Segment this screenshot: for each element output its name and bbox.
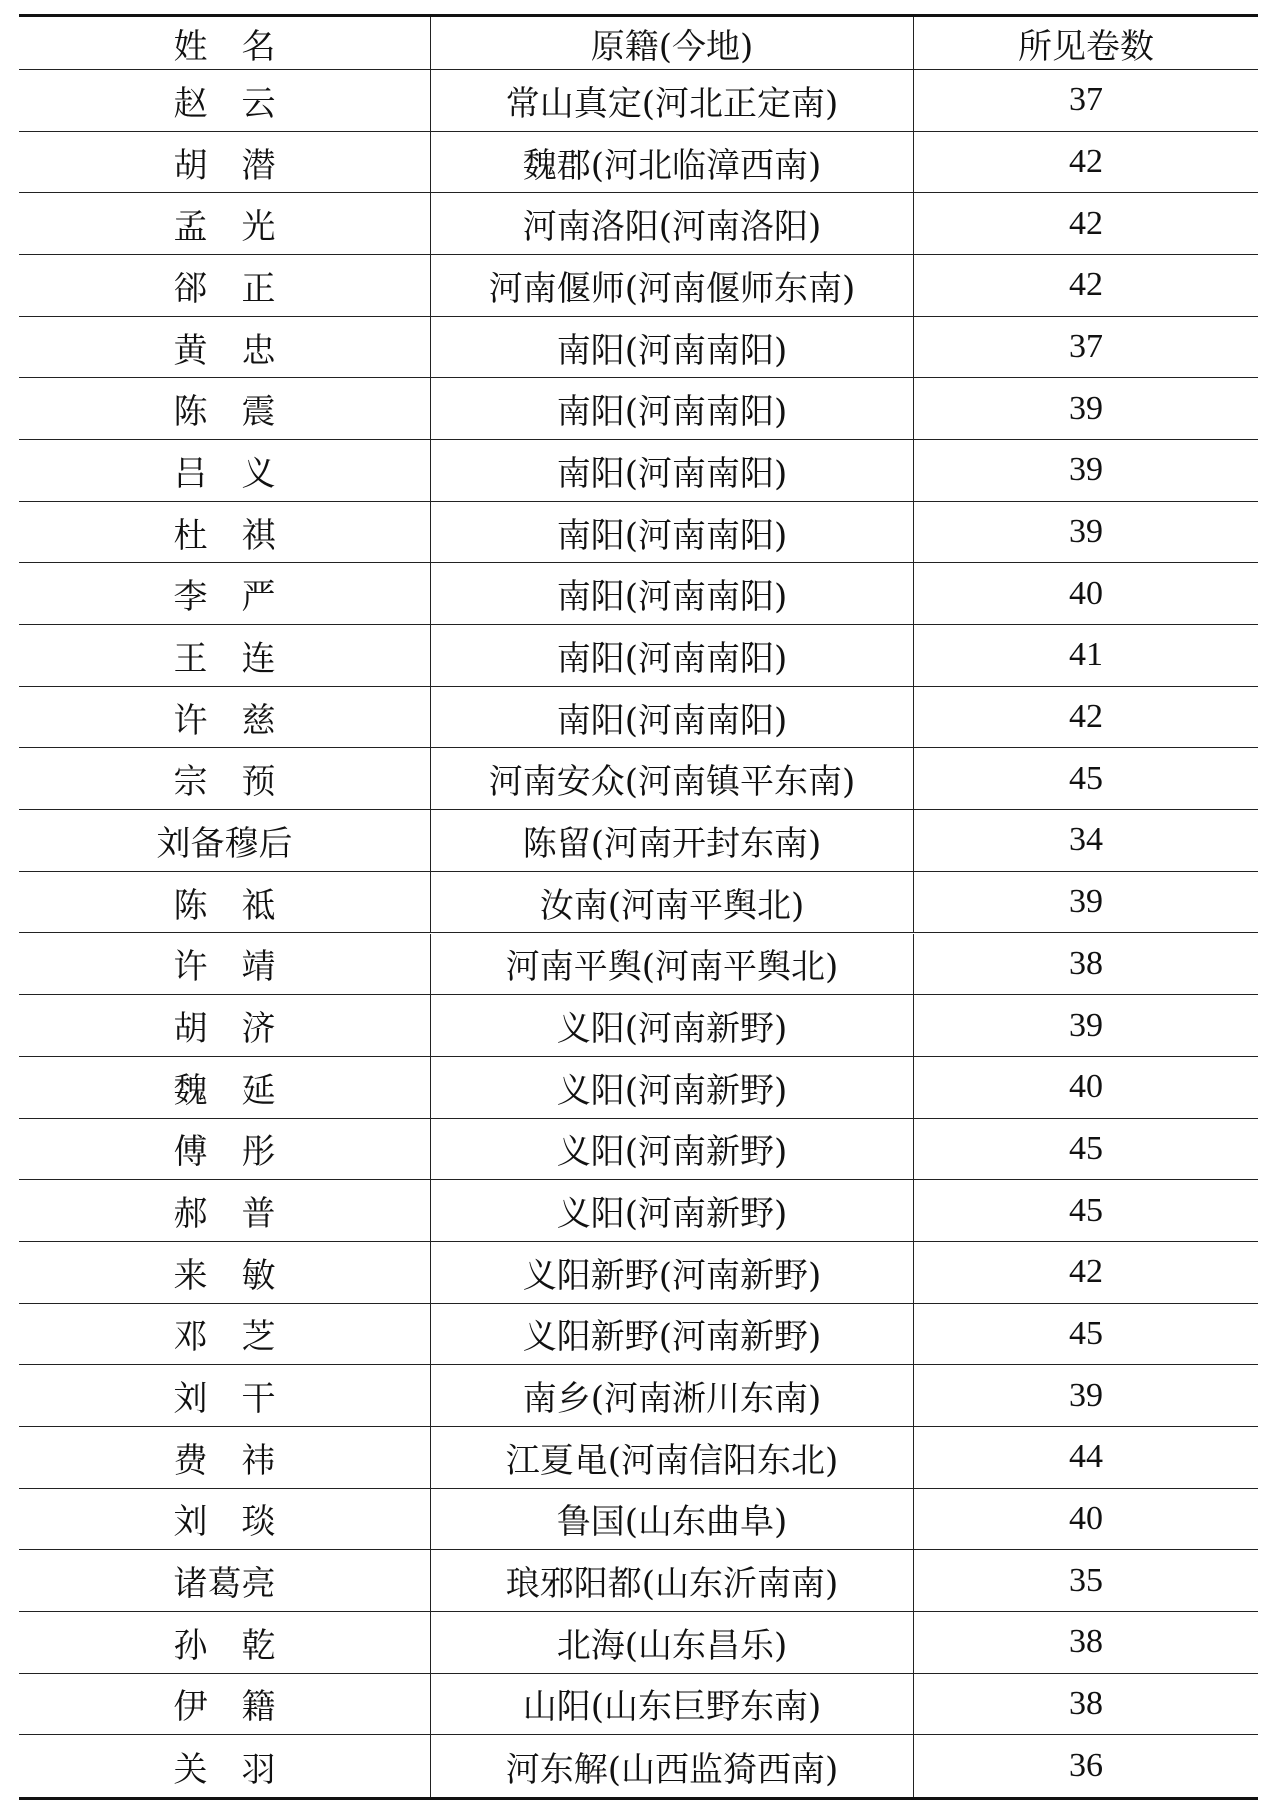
cell-name: 宗 预 bbox=[19, 748, 431, 809]
cell-origin: 汝南(河南平舆北) bbox=[431, 872, 914, 933]
cell-origin: 义阳新野(河南新野) bbox=[431, 1304, 914, 1365]
cell-name: 陈 震 bbox=[19, 378, 431, 439]
table-row bbox=[19, 132, 1258, 194]
table-row bbox=[19, 810, 1258, 872]
table-row bbox=[19, 1735, 1258, 1797]
cell-origin: 北海(山东昌乐) bbox=[431, 1612, 914, 1673]
cell-origin: 琅邪阳都(山东沂南南) bbox=[431, 1550, 914, 1611]
table-row bbox=[19, 1674, 1258, 1736]
cell-origin: 义阳(河南新野) bbox=[431, 1119, 914, 1180]
cell-volume: 39 bbox=[1069, 451, 1103, 489]
cell-name: 孟 光 bbox=[19, 193, 431, 254]
cell-volume: 38 bbox=[1069, 944, 1103, 982]
cell-name: 魏 延 bbox=[19, 1057, 431, 1118]
table-row bbox=[19, 995, 1258, 1057]
cell-volume: 35 bbox=[1069, 1561, 1103, 1599]
cell-origin: 河南洛阳(河南洛阳) bbox=[431, 193, 914, 254]
cell-name: 刘 干 bbox=[19, 1365, 431, 1426]
cell-volume: 41 bbox=[1069, 636, 1103, 674]
cell-origin: 南阳(河南南阳) bbox=[431, 563, 914, 624]
table-row bbox=[19, 1057, 1258, 1119]
cell-volume: 45 bbox=[1069, 1129, 1103, 1167]
cell-origin: 山阳(山东巨野东南) bbox=[431, 1674, 914, 1735]
cell-origin: 河南平舆(河南平舆北) bbox=[431, 934, 914, 995]
cell-name: 黄 忠 bbox=[19, 317, 431, 378]
origin-table bbox=[19, 14, 1258, 1800]
table-row bbox=[19, 70, 1258, 132]
cell-name: 郤 正 bbox=[19, 255, 431, 316]
cell-origin: 魏郡(河北临漳西南) bbox=[431, 132, 914, 193]
cell-volume: 42 bbox=[1069, 266, 1103, 304]
cell-name: 诸葛亮 bbox=[19, 1550, 431, 1611]
table-row bbox=[19, 502, 1258, 564]
cell-origin: 河东解(山西监猗西南) bbox=[431, 1735, 914, 1797]
cell-origin: 南乡(河南淅川东南) bbox=[431, 1365, 914, 1426]
cell-name: 许 靖 bbox=[19, 934, 431, 995]
table-row bbox=[19, 255, 1258, 317]
cell-volume: 40 bbox=[1069, 1499, 1103, 1537]
cell-origin: 南阳(河南南阳) bbox=[431, 378, 914, 439]
cell-volume: 42 bbox=[1069, 698, 1103, 736]
cell-name: 邓 芝 bbox=[19, 1304, 431, 1365]
table-row bbox=[19, 1242, 1258, 1304]
table-row bbox=[19, 378, 1258, 440]
cell-name: 费 祎 bbox=[19, 1427, 431, 1488]
cell-origin: 南阳(河南南阳) bbox=[431, 440, 914, 501]
cell-volume: 39 bbox=[1069, 389, 1103, 427]
table-row bbox=[19, 193, 1258, 255]
cell-name: 刘 琰 bbox=[19, 1489, 431, 1550]
table-row bbox=[19, 1489, 1258, 1551]
cell-origin: 南阳(河南南阳) bbox=[431, 687, 914, 748]
cell-volume: 36 bbox=[1069, 1747, 1103, 1785]
cell-name: 陈 祗 bbox=[19, 872, 431, 933]
cell-name: 吕 义 bbox=[19, 440, 431, 501]
cell-name: 傅 彤 bbox=[19, 1119, 431, 1180]
cell-name: 孙 乾 bbox=[19, 1612, 431, 1673]
table-row bbox=[19, 1612, 1258, 1674]
cell-origin: 义阳(河南新野) bbox=[431, 1180, 914, 1241]
table-row bbox=[19, 934, 1258, 996]
table-row bbox=[19, 625, 1258, 687]
cell-name: 胡 济 bbox=[19, 995, 431, 1056]
cell-name: 李 严 bbox=[19, 563, 431, 624]
cell-name: 赵 云 bbox=[19, 70, 431, 131]
cell-origin: 江夏黾(河南信阳东北) bbox=[431, 1427, 914, 1488]
cell-name: 刘备穆后 bbox=[19, 810, 431, 871]
cell-origin: 陈留(河南开封东南) bbox=[431, 810, 914, 871]
cell-name: 来 敏 bbox=[19, 1242, 431, 1303]
cell-name: 杜 祺 bbox=[19, 502, 431, 563]
cell-origin: 义阳(河南新野) bbox=[431, 1057, 914, 1118]
table-row bbox=[19, 1365, 1258, 1427]
table-row bbox=[19, 1304, 1258, 1366]
table-row bbox=[19, 1550, 1258, 1612]
cell-volume: 42 bbox=[1069, 143, 1103, 180]
header-origin: 原籍(今地) bbox=[431, 17, 914, 69]
table-header-row bbox=[19, 17, 1258, 70]
cell-volume: 34 bbox=[1069, 821, 1103, 859]
cell-volume: 39 bbox=[1069, 1006, 1103, 1044]
cell-volume: 37 bbox=[1069, 328, 1103, 366]
header-name: 姓 名 bbox=[19, 17, 431, 69]
cell-origin: 常山真定(河北正定南) bbox=[431, 70, 914, 131]
cell-name: 王 连 bbox=[19, 625, 431, 686]
table-row bbox=[19, 317, 1258, 379]
cell-name: 关 羽 bbox=[19, 1735, 431, 1797]
cell-origin: 南阳(河南南阳) bbox=[431, 317, 914, 378]
cell-origin: 南阳(河南南阳) bbox=[431, 625, 914, 686]
cell-origin: 义阳新野(河南新野) bbox=[431, 1242, 914, 1303]
cell-volume: 45 bbox=[1069, 1314, 1103, 1352]
cell-volume: 45 bbox=[1069, 759, 1103, 797]
cell-volume: 37 bbox=[1069, 81, 1103, 119]
table-row bbox=[19, 1427, 1258, 1489]
cell-volume: 39 bbox=[1069, 513, 1103, 551]
cell-volume: 38 bbox=[1069, 1623, 1103, 1661]
cell-name: 许 慈 bbox=[19, 687, 431, 748]
cell-volume: 40 bbox=[1069, 1068, 1103, 1106]
cell-name: 郝 普 bbox=[19, 1180, 431, 1241]
header-volume: 所见卷数 bbox=[1018, 26, 1154, 67]
cell-volume: 45 bbox=[1069, 1191, 1103, 1229]
cell-origin: 鲁国(山东曲阜) bbox=[431, 1489, 914, 1550]
cell-name: 伊 籍 bbox=[19, 1674, 431, 1735]
table-row bbox=[19, 1180, 1258, 1242]
table-row bbox=[19, 872, 1258, 934]
cell-volume: 44 bbox=[1069, 1438, 1103, 1476]
cell-volume: 42 bbox=[1069, 204, 1103, 242]
cell-origin: 义阳(河南新野) bbox=[431, 995, 914, 1056]
cell-origin: 河南偃师(河南偃师东南) bbox=[431, 255, 914, 316]
cell-volume: 38 bbox=[1069, 1684, 1103, 1722]
cell-volume: 42 bbox=[1069, 1253, 1103, 1291]
cell-origin: 河南安众(河南镇平东南) bbox=[431, 748, 914, 809]
table-row bbox=[19, 1119, 1258, 1181]
cell-name: 胡 潜 bbox=[19, 132, 431, 193]
cell-volume: 39 bbox=[1069, 883, 1103, 921]
table-row bbox=[19, 563, 1258, 625]
table-row bbox=[19, 440, 1258, 502]
cell-volume: 39 bbox=[1069, 1376, 1103, 1414]
table-row bbox=[19, 687, 1258, 749]
cell-volume: 40 bbox=[1069, 574, 1103, 612]
table-row bbox=[19, 748, 1258, 810]
cell-origin: 南阳(河南南阳) bbox=[431, 502, 914, 563]
